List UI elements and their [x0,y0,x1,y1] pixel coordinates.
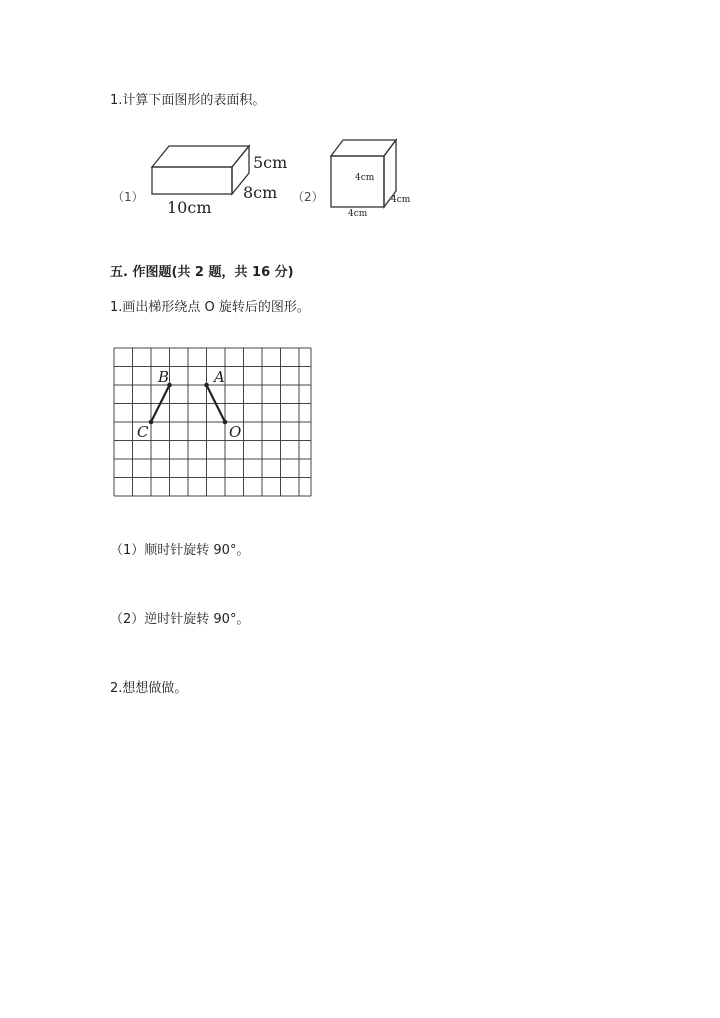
rotation-grid [110,345,315,500]
sub-question-clockwise: （1）顺时针旋转 90°。 [110,543,250,558]
prism-height-label: 5cm [253,153,288,172]
label-b: B [158,368,170,386]
figure-2-cube [325,135,420,223]
point-o [223,420,228,425]
figure-1-label: （1） [112,190,144,204]
label-a: A [214,368,225,386]
sub-question-counterclockwise: （2）逆时针旋转 90°。 [110,612,250,627]
surface-area-question: 1.计算下面图形的表面积。 [110,93,266,108]
prism-depth-label: 8cm [243,183,278,202]
prism-front-face [152,167,232,194]
figure-2-label: （2） [292,190,324,204]
think-and-do-question: 2.想想做做。 [110,681,188,696]
prism-length-label: 10cm [167,198,212,217]
point-c [149,420,154,425]
cube-bottom-label: 4cm [348,209,368,219]
figure-1-prism [145,140,290,225]
rotation-question: 1.画出梯形绕点 O 旋转后的图形。 [110,300,310,315]
label-c: C [137,423,149,441]
label-o: O [229,423,242,441]
cube-front-label: 4cm [355,173,375,183]
cube-side-label: 4cm [391,195,411,205]
section-5-title: 五. 作图题(共 2 题，共 16 分) [110,265,294,280]
point-a [204,383,209,388]
